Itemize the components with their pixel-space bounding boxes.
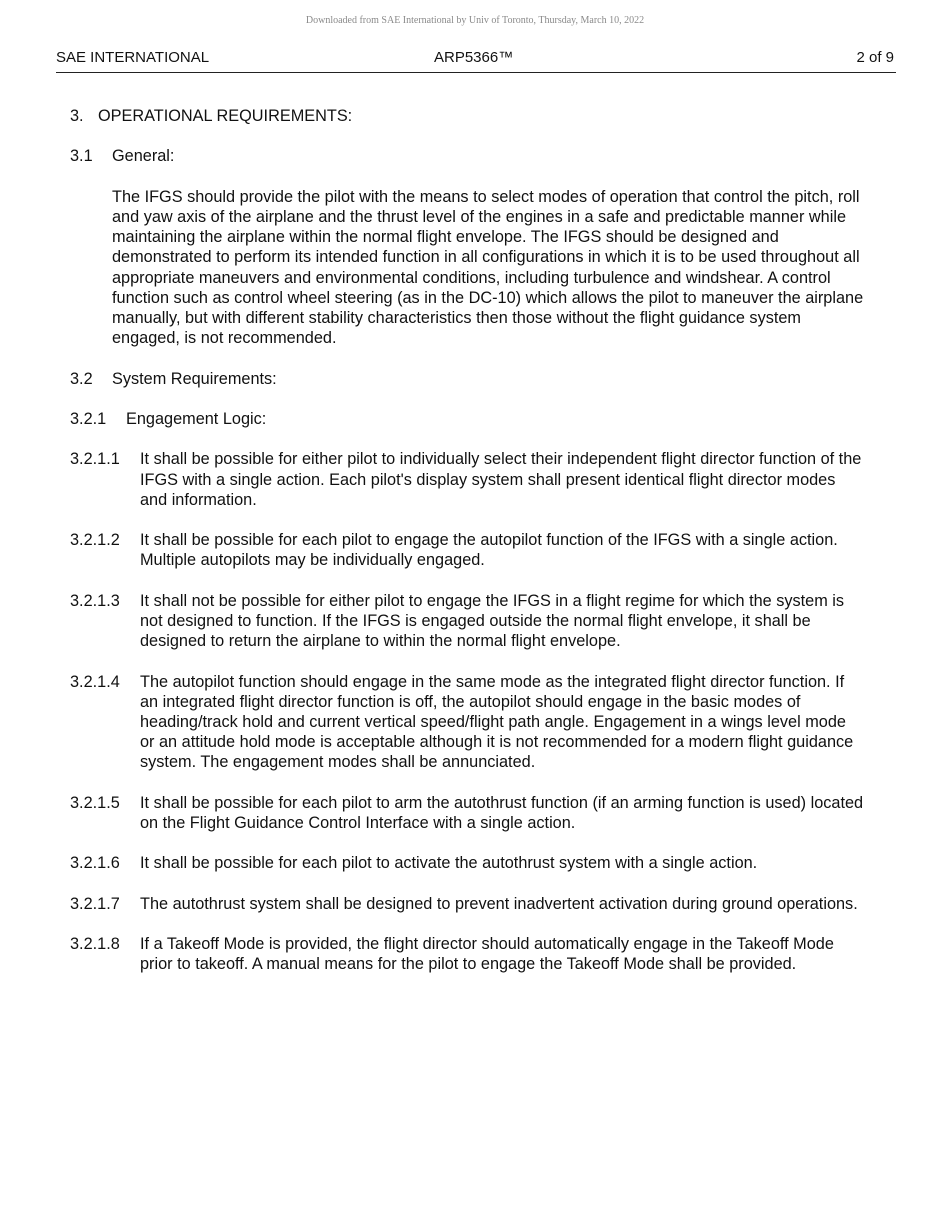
subsection-heading-general — [70, 146, 870, 166]
requirement-item — [70, 591, 870, 652]
requirement-number: 3.2.1.3 — [70, 591, 120, 610]
requirement-text: It shall be possible for either pilot to individually select their independent flight director function of the IFGS with a single action. Each pilot's display system shall present identical flight director modes and information. — [140, 450, 862, 509]
requirement-number: 3.2.1.6 — [70, 854, 120, 873]
requirement-item — [70, 449, 870, 510]
requirement-item — [70, 894, 870, 914]
requirement-number: 3.2.1.5 — [70, 793, 120, 812]
general-paragraph: The IFGS should provide the pilot with the means to select modes of operation that control the pitch, roll and yaw axis of the airplane and the thrust level of the engines in a safe and predictable manner while maintaining the airplane within the normal flight envelope. The IFGS should be designed and demonstrated to perform its intended function in all configurations in which it is to be used throughout all appropriate maneuvers and environmental conditions, including turbulence and windshear. A control function such as control wheel steering (as in the DC-10) which allows the pilot to maneuver the airplane manually, but with different stability characteristics then those without the flight guidance system engaged, is not recommended. — [112, 187, 864, 348]
download-watermark: Downloaded from SAE International by Univ of Toronto, Thursday, March 10, 2022 — [305, 15, 645, 26]
requirement-number: 3.2.1.1 — [70, 450, 120, 469]
section-title: OPERATIONAL REQUIREMENTS: — [98, 107, 353, 125]
requirement-text: It shall not be possible for either pilot to engage the IFGS in a flight regime for which the system is not designed to function. If the IFGS is engaged outside the normal flight envelope, it shall be designed to return the airplane to within the normal flight envelope. — [140, 591, 845, 651]
requirement-number: 3.2.1.8 — [70, 935, 120, 954]
requirement-text: The autopilot function should engage in the same mode as the integrated flight director function. If an integrated flight director function is off, the autopilot should engage in the basic modes of heading/track hold and current vertical speed/flight path angle. Engagement in a wings level mode or an attitude hold mode is acceptable although it is not recommended for a modern flight guidance system. The engagement modes shall be annunciated. — [140, 672, 854, 772]
subsection-number: 3.1 — [70, 147, 93, 166]
document-body — [70, 106, 870, 995]
section-heading — [70, 106, 870, 126]
requirement-item — [70, 853, 870, 873]
subsection-number: 3.2 — [70, 369, 93, 388]
requirement-text: It shall be possible for each pilot to activate the autothrust system with a single action. — [140, 854, 758, 873]
requirement-text: It shall be possible for each pilot to arm the autothrust function (if an arming function is used) located on the Flight Guidance Control Interface with a single action. — [140, 793, 864, 832]
header-page-number: 2 of 9 — [856, 49, 894, 66]
subsection-heading-system — [70, 369, 870, 389]
requirement-item — [70, 672, 870, 773]
page-header — [56, 49, 896, 73]
requirement-item — [70, 793, 870, 833]
subsection-title: System Requirements: — [112, 369, 277, 388]
header-document-id: ARP5366™ — [434, 49, 514, 66]
subsubsection-heading-engagement — [70, 409, 870, 429]
header-organization: SAE INTERNATIONAL — [56, 49, 210, 66]
section-number: 3. — [70, 107, 84, 125]
requirement-text: If a Takeoff Mode is provided, the flight director should automatically engage in the Takeoff Mode prior to takeoff. A manual means for the pilot to engage the Takeoff Mode shall be provided. — [140, 935, 834, 974]
requirement-text: The autothrust system shall be designed to prevent inadvertent activation during ground operations. — [140, 894, 858, 913]
requirement-number: 3.2.1.7 — [70, 894, 120, 913]
requirement-number: 3.2.1.2 — [70, 531, 120, 550]
requirement-item — [70, 934, 870, 974]
requirement-item — [70, 530, 870, 570]
subsubsection-number: 3.2.1 — [70, 409, 107, 428]
requirement-number: 3.2.1.4 — [70, 672, 120, 691]
subsection-title: General: — [112, 147, 175, 166]
subsubsection-title: Engagement Logic: — [126, 409, 267, 428]
requirement-text: It shall be possible for each pilot to engage the autopilot function of the IFGS with a single action. Multiple autopilots may be individually engaged. — [140, 531, 838, 570]
